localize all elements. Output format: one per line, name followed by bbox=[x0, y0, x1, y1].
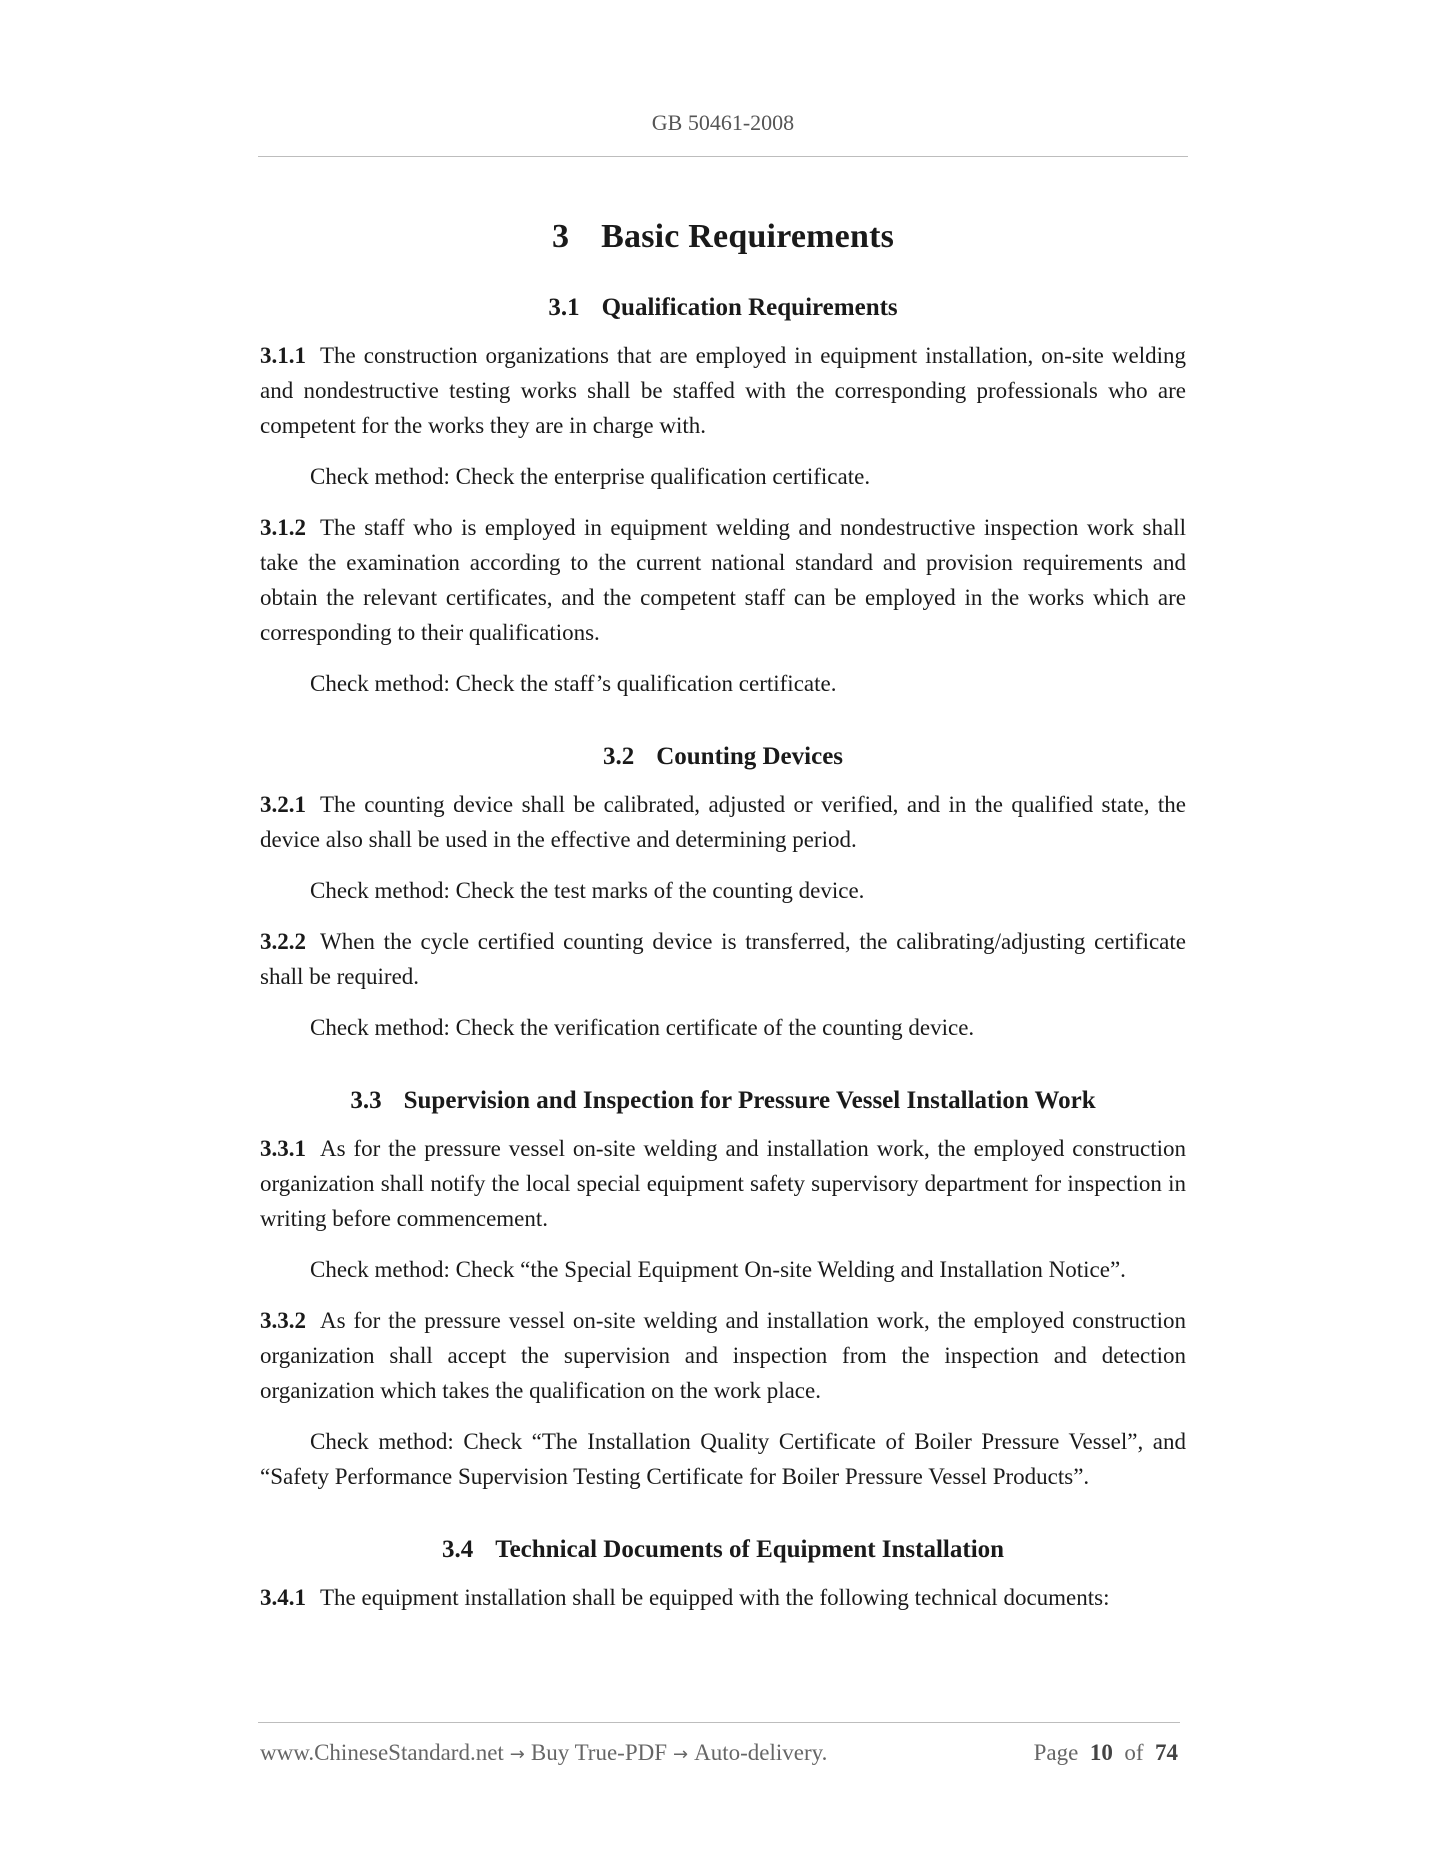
section-number: 3.3 bbox=[350, 1087, 382, 1114]
clause-number: 3.2.2 bbox=[260, 929, 306, 954]
header-divider bbox=[258, 156, 1188, 157]
clause bbox=[260, 1131, 1186, 1236]
section-heading bbox=[260, 1087, 1186, 1115]
section-title: Technical Documents of Equipment Installation bbox=[495, 1536, 1005, 1563]
page-current: 10 bbox=[1089, 1740, 1113, 1765]
clause-number: 3.4.1 bbox=[260, 1585, 306, 1610]
check-method: Check method: Check the verification certificate of the counting device. bbox=[310, 1015, 975, 1040]
section-title: Supervision and Inspection for Pressure Vessel Installation Work bbox=[403, 1087, 1096, 1114]
section-heading bbox=[260, 294, 1186, 322]
check-method: Check method: Check the enterprise qualification certificate. bbox=[310, 464, 871, 489]
footer-divider bbox=[258, 1722, 1180, 1723]
buy-link[interactable]: Buy True-PDF bbox=[530, 1740, 668, 1765]
chapter-title-text: Basic Requirements bbox=[601, 218, 895, 255]
delivery-text: Auto-delivery. bbox=[694, 1740, 828, 1765]
section-number: 3.4 bbox=[441, 1536, 474, 1563]
check-method: Check method: Check the staff’s qualification certificate. bbox=[310, 671, 837, 696]
clause-text: The staff who is employed in equipment welding and nondestructive inspection work shall take the examination according to the current national standard and provision requirements and obtain the relevant certificates, and the competent staff can be employed in the works which are corresponding to their qualifications. bbox=[260, 515, 1186, 645]
footer-links bbox=[260, 1740, 827, 1766]
check-method: Check method: Check “The Installation Quality Certificate of Boiler Pressure Vessel”, and “Safety Performance Supervision Testing Certificate for Boiler Pressure Vessel Products”. bbox=[260, 1429, 1186, 1489]
clause bbox=[260, 1303, 1186, 1408]
check-method: Check method: Check “the Special Equipment On-site Welding and Installation Notice”. bbox=[310, 1257, 1126, 1282]
clause-text: The construction organizations that are employed in equipment installation, on-site welding and nondestructive testing works shall be staffed with the corresponding professionals who are competent for the works they are in charge with. bbox=[260, 343, 1186, 438]
clause-number: 3.1.2 bbox=[260, 515, 306, 540]
clause-number: 3.3.2 bbox=[260, 1308, 306, 1333]
check-method: Check method: Check the test marks of the counting device. bbox=[310, 878, 865, 903]
clause bbox=[260, 787, 1186, 857]
clause bbox=[260, 924, 1186, 994]
site-link[interactable]: www.ChineseStandard.net bbox=[260, 1740, 504, 1765]
of-label: of bbox=[1124, 1740, 1144, 1765]
clause-number: 3.3.1 bbox=[260, 1136, 306, 1161]
clause-text: When the cycle certified counting device is transferred, the calibrating/adjusting certificate shall be required. bbox=[260, 929, 1186, 989]
clause bbox=[260, 1580, 1186, 1615]
chapter-number: 3 bbox=[551, 218, 570, 255]
arrow-right-icon: → bbox=[509, 1744, 525, 1765]
chapter-title bbox=[260, 218, 1186, 256]
clause-number: 3.2.1 bbox=[260, 792, 306, 817]
page-label: Page bbox=[1033, 1740, 1079, 1765]
clause-text: As for the pressure vessel on-site welding and installation work, the employed construction organization shall notify the local special equipment safety supervisory department for inspection in writing before commencement. bbox=[260, 1136, 1186, 1231]
clause bbox=[260, 338, 1186, 443]
section-heading bbox=[260, 743, 1186, 771]
section-number: 3.2 bbox=[602, 743, 635, 770]
clause-text: The equipment installation shall be equipped with the following technical documents: bbox=[320, 1585, 1110, 1610]
section-heading bbox=[260, 1536, 1186, 1564]
clause-text: The counting device shall be calibrated, adjusted or verified, and in the qualified state, the device also shall be used in the effective and determining period. bbox=[260, 792, 1186, 852]
section-number: 3.1 bbox=[548, 294, 580, 321]
clause bbox=[260, 510, 1186, 650]
page-total: 74 bbox=[1155, 1740, 1178, 1765]
clause-text: As for the pressure vessel on-site welding and installation work, the employed construction organization shall accept the supervision and inspection from the inspection and detection organization which takes the qualification on the work place. bbox=[260, 1308, 1186, 1403]
page-content bbox=[260, 218, 1186, 1631]
running-header: GB 50461-2008 bbox=[651, 110, 795, 135]
arrow-right-icon: → bbox=[673, 1744, 689, 1765]
section-title: Counting Devices bbox=[656, 743, 844, 770]
section-title: Qualification Requirements bbox=[601, 294, 898, 321]
clause-number: 3.1.1 bbox=[260, 343, 306, 368]
page-number bbox=[1034, 1740, 1178, 1766]
